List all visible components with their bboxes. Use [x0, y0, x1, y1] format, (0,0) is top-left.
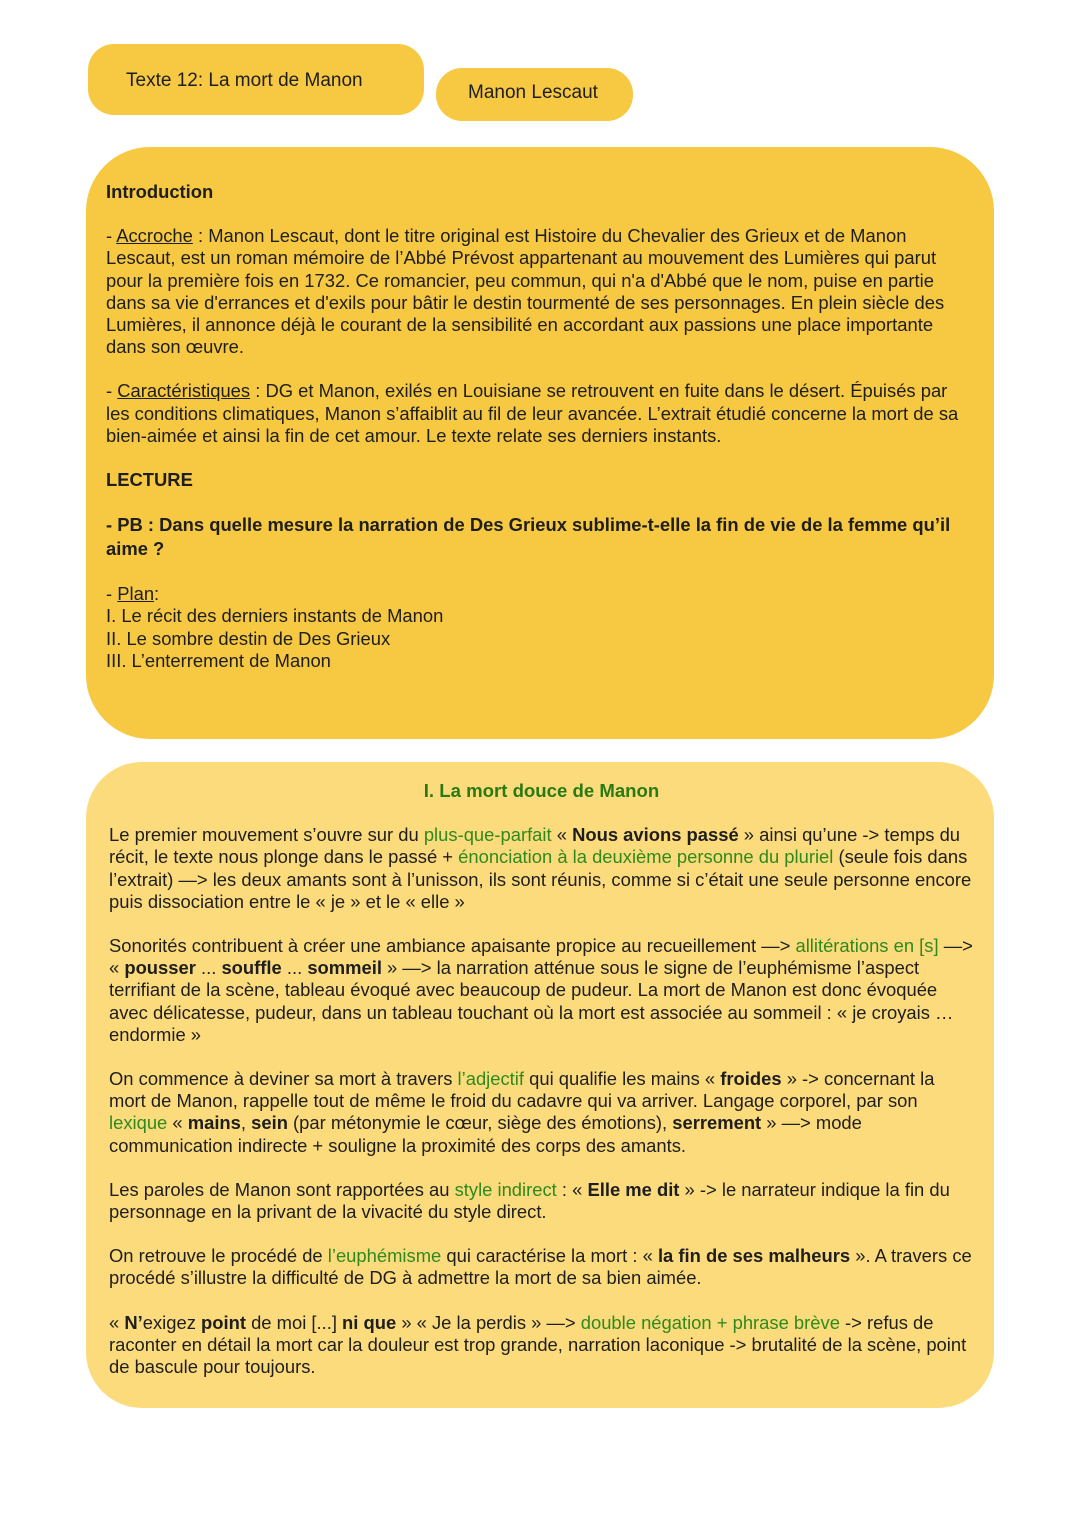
quote-bold: froides	[720, 1068, 782, 1090]
text-run: (par métonymie le cœur, siège des émotions),	[287, 1112, 673, 1134]
text-run: : «	[556, 1178, 588, 1200]
caracteristiques-label: Caractéristiques	[117, 380, 251, 402]
text-run: qui caractérise la mort : «	[441, 1245, 658, 1267]
text-run: Le premier mouvement s’ouvre sur du	[109, 824, 424, 846]
text-run: (seule fois dans l’extrait) —> les deux amants sont à l’unisson, ils sont réunis, comme si c’était une seule personne encore puis dissociation entre le « je » et le « elle »	[109, 846, 972, 912]
highlight-term: lexique	[109, 1112, 168, 1134]
text-run: On commence à deviner sa mort à travers	[109, 1068, 458, 1090]
text-run: de moi [...]	[245, 1311, 343, 1333]
quote-bold: point	[201, 1311, 246, 1333]
book-title: Manon Lescaut	[468, 82, 598, 103]
problematique: - PB : Dans quelle mesure la narration de Des Grieux sublime-t-elle la fin de vie de la femme qu’il aime ?	[106, 514, 951, 560]
analysis-paragraph	[109, 1068, 974, 1157]
quote-bold: Elle me dit	[587, 1178, 680, 1200]
lecture-heading: LECTURE	[106, 469, 193, 491]
quote-bold: N’	[124, 1311, 143, 1333]
highlight-term: l’euphémisme	[327, 1245, 442, 1267]
accroche-label: Accroche	[116, 225, 193, 247]
text-title: Texte 12: La mort de Manon	[126, 70, 363, 91]
text-run: qui qualifie les mains «	[524, 1068, 721, 1090]
quote-bold: sein	[251, 1112, 288, 1134]
quote-bold: pousser	[124, 957, 196, 979]
text-run: «	[109, 1311, 125, 1333]
text-run: —> «	[109, 935, 973, 979]
highlight-term: allitérations en [s]	[795, 935, 939, 957]
caracteristiques-paragraph: - Caractéristiques : DG et Manon, exilés en Louisiane se retrouvent en fuite dans le désert. Épuisés par les conditions climatiques, Manon s’affaiblit au fil de leur avancée. L’extrait étudié concerne la mort de sa bien-aimée et ainsi la fin de cet amour. Le texte relate ses derniers instants.	[106, 380, 959, 446]
highlight-term: style indirect	[454, 1178, 557, 1200]
plan-item: I. Le récit des derniers instants de Manon	[106, 605, 444, 627]
text-run: -> refus de raconter en détail la mort car la douleur est trop grande, narration laconique -> brutalité de la scène, point de bascule pour toujours.	[109, 1311, 967, 1378]
text-run: «	[551, 824, 573, 846]
section-title: I. La mort douce de Manon	[423, 780, 660, 801]
text-run: » —> la narration atténue sous le signe de l’euphémisme l’aspect terrifiant de la scène, tableau évoqué avec beaucoup de pudeur. La mort de Manon est donc évoquée avec délicatesse, pudeur, dans un tableau touchant où la mort est associée au sommeil : « je croyais … endormie »	[109, 957, 954, 1045]
text-run: » —> mode communication indirecte + souligne la proximité des corps des amants.	[109, 1112, 862, 1156]
text-run: ...	[195, 957, 222, 979]
quote-bold: Nous avions passé	[572, 824, 739, 846]
quote-bold: mains	[187, 1112, 241, 1134]
text-title-tag	[88, 44, 424, 115]
section-one-card	[86, 762, 994, 1408]
text-run: exigez	[142, 1311, 202, 1333]
analysis-paragraph	[109, 824, 974, 913]
text-run: » ainsi qu’une -> temps du récit, le texte nous plonge dans le passé +	[109, 824, 961, 868]
analysis-paragraph	[109, 1179, 974, 1223]
analysis-paragraph	[109, 1245, 974, 1289]
plan-item: III. L’enterrement de Manon	[106, 649, 331, 671]
plan-item: II. Le sombre destin de Des Grieux	[106, 627, 391, 649]
highlight-term: l’adjectif	[457, 1068, 524, 1090]
plan-label: Plan	[117, 583, 155, 605]
analysis-paragraph	[109, 935, 974, 1046]
quote-bold: sommeil	[307, 957, 382, 979]
introduction-card	[86, 147, 994, 739]
caracteristiques-text: : DG et Manon, exilés en Louisiane se retrouvent en fuite dans le désert. Épuisés par les conditions climatiques, Manon s’affaiblit au fil de leur avancée. L’extrait étudié concerne la mort de sa bien-aimée et ainsi la fin de cet amour. Le texte relate ses derniers instants.	[106, 380, 959, 446]
plan-heading: - Plan:	[106, 583, 160, 605]
text-run: » « Je la perdis » —>	[396, 1311, 581, 1333]
highlight-term: plus-que-parfait	[423, 824, 552, 846]
quote-bold: la fin de ses malheurs	[657, 1245, 851, 1267]
text-run: » -> le narrateur indique la fin du personnage en la privant de la vivacité du style direct.	[109, 1178, 950, 1223]
text-run: Sonorités contribuent à créer une ambiance apaisante propice au recueillement —>	[109, 935, 796, 957]
intro-heading: Introduction	[106, 181, 214, 202]
quote-bold: souffle	[221, 957, 282, 979]
text-run: «	[167, 1112, 188, 1134]
book-title-tag	[436, 68, 633, 121]
text-run: Les paroles de Manon sont rapportées au	[109, 1178, 455, 1200]
text-run: On retrouve le procédé de	[109, 1245, 328, 1267]
accroche-text: : Manon Lescaut, dont le titre original est Histoire du Chevalier des Grieux et de Manon Lescaut, est un roman mémoire de l’Abbé Prévost appartenant au mouvement des Lumières qui parut pour la première fois en 1732. Ce romancier, peu commun, qui n'a d'Abbé que le nom, puise en partie dans sa vie d'errances et d'exils pour bâtir le destin tourmenté de ses personnages. En plein siècle des Lumières, il annonce déjà le courant de la sensibilité en accordant aux passions une place importante dans son œuvre.	[106, 225, 945, 358]
analysis-paragraph	[109, 1312, 974, 1379]
text-run: » -> concernant la mort de Manon, rappelle tout de même le froid du cadavre qui va arriver. Langage corporel, par son	[109, 1068, 935, 1112]
text-run: ». A travers ce procédé s’illustre la difficulté de DG à admettre la mort de sa bien aimée.	[109, 1245, 972, 1289]
quote-bold: ni que	[342, 1311, 397, 1333]
text-run: ...	[281, 957, 308, 979]
text-run: ,	[240, 1112, 252, 1134]
highlight-term: double négation + phrase brève	[580, 1311, 840, 1333]
highlight-term: énonciation à la deuxième personne du pluriel	[458, 846, 834, 868]
quote-bold: serrement	[672, 1112, 762, 1134]
accroche-paragraph: - Accroche : Manon Lescaut, dont le titre original est Histoire du Chevalier des Grieux et de Manon Lescaut, est un roman mémoire de l’Abbé Prévost appartenant au mouvement des Lumières qui parut pour la première fois en 1732. Ce romancier, peu commun, qui n'a d'Abbé que le nom, puise en partie dans sa vie d'errances et d'exils pour bâtir le destin tourmenté de ses personnages. En plein siècle des Lumières, il annonce déjà le courant de la sensibilité en accordant aux passions une place importante dans son œuvre.	[106, 225, 945, 358]
